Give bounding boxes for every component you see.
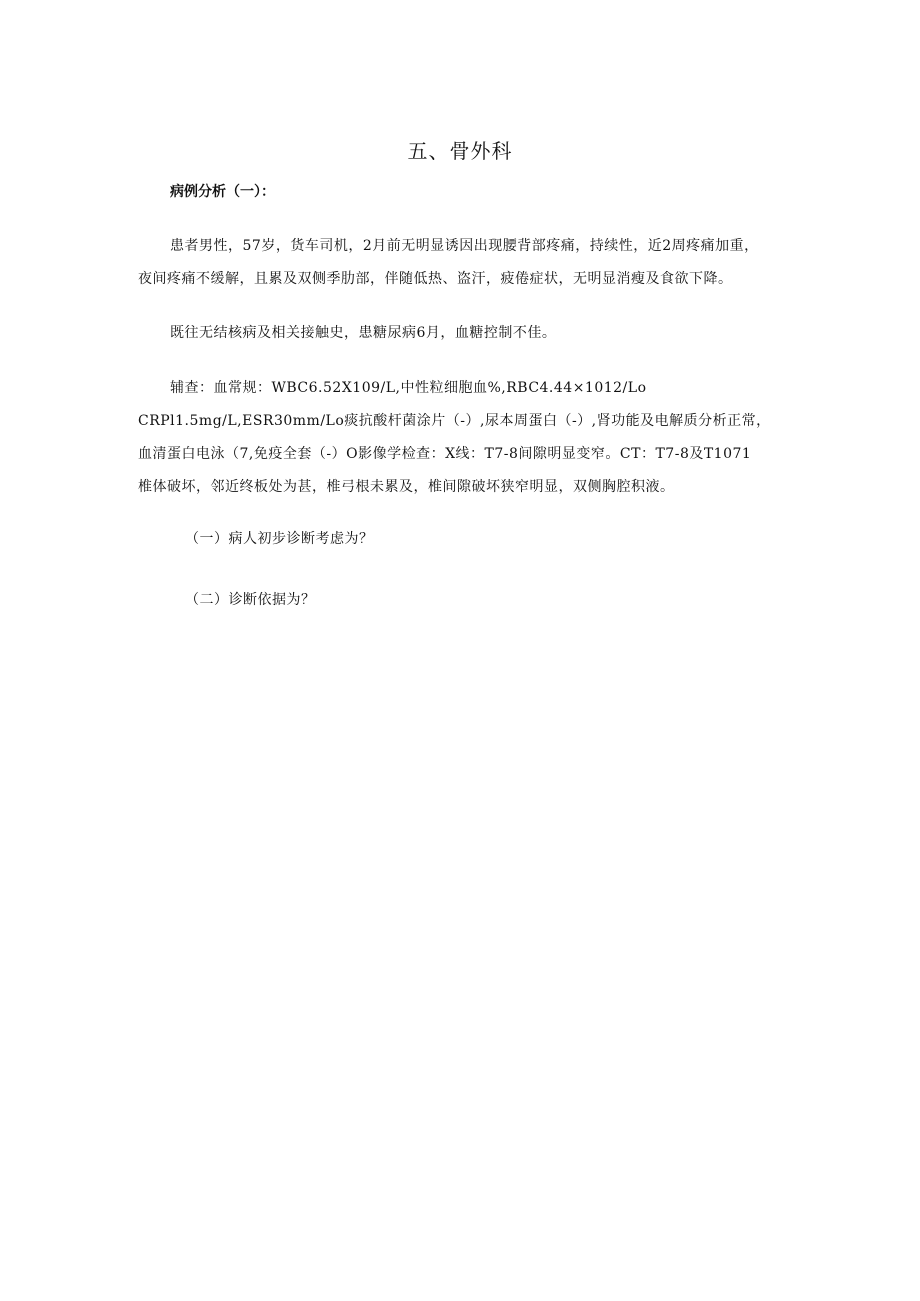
history-line-2: 夜间疼痛不缓解，且累及双侧季肋部，伴随低热、盗汗，疲倦症状，无明显消瘦及食欲下降。 bbox=[138, 271, 733, 287]
exam-paragraph bbox=[138, 372, 788, 504]
exam-line-4: 椎体破坏，邻近终板处为甚，椎弓根未累及，椎间隙破坏狭窄明显，双侧胸腔积液。 bbox=[138, 479, 675, 495]
exam-line-1: 辅查：血常规：WBC6.52X109/L,中性粒细胞血%,RBC4.44×1012/Lo bbox=[170, 380, 647, 396]
case-heading: 病例分析（一）： bbox=[170, 184, 275, 200]
history-line-1: 患者男性，57岁，货车司机，2月前无明显诱因出现腰背部疼痛，持续性，近2周疼痛加重， bbox=[170, 238, 759, 254]
past-history-paragraph bbox=[138, 317, 788, 350]
page-title: 五、骨外科 bbox=[407, 139, 513, 163]
exam-line-2: CRPl1.5mg/L,ESR30mm/Lo痰抗酸杆菌涂片（-）,尿本周蛋白（-）,肾功能及电解质分析正常， bbox=[138, 413, 771, 429]
past-history-line: 既往无结核病及相关接触史，患糖尿病6月，血糖控制不佳。 bbox=[170, 325, 557, 341]
question-2: （二）诊断依据为？ bbox=[185, 592, 316, 608]
exam-line-3: 血清蛋白电泳（7,免疫全套（-）O影像学检查：X线：T7-8间隙明显变窄。CT：T7-8及T1071 bbox=[138, 446, 752, 462]
question-1: （一）病人初步诊断考虑为？ bbox=[185, 531, 374, 547]
history-paragraph bbox=[138, 230, 788, 296]
